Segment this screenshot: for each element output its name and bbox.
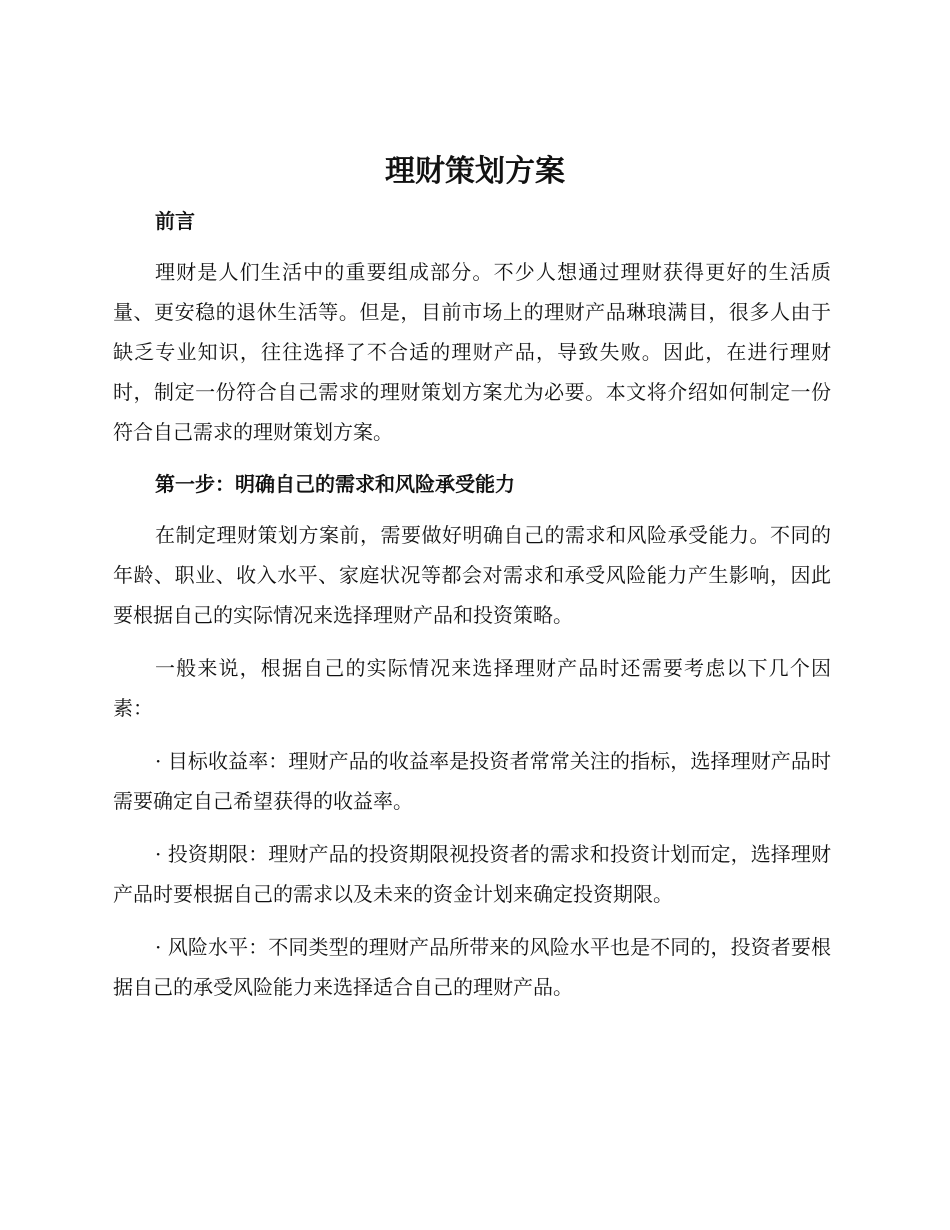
document-title: 理财策划方案: [385, 154, 565, 189]
document-body: [113, 202, 831, 1007]
paragraph-factors-intro: 一般来说，根据自己的实际情况来选择理财产品时还需要考虑以下几个因素：: [113, 656, 831, 720]
spacer: [113, 821, 831, 834]
spacer: [113, 635, 831, 648]
spacer: [113, 240, 831, 252]
spacer: [113, 503, 831, 515]
spacer: [113, 452, 831, 465]
bullet-investment-term: · 投资期限：理财产品的投资期限视投资者的需求和投资计划而定，选择理财产品时要根据自己的需求以及未来的资金计划来确定投资期限。: [113, 842, 831, 906]
section-heading-step-one: 第一步：明确自己的需求和风险承受能力: [155, 472, 515, 496]
spacer: [113, 728, 831, 741]
paragraph-needs: 在制定理财策划方案前，需要做好明确自己的需求和风险承受能力。不同的年龄、职业、收入水平、家庭状况等都会对需求和承受风险能力产生影响，因此要根据自己的实际情况来选择理财产品和投资策略。: [113, 523, 831, 627]
spacer: [113, 914, 831, 927]
paragraph-preface: 理财是人们生活中的重要组成部分。不少人想通过理财获得更好的生活质量、更安稳的退休生活等。但是，目前市场上的理财产品琳琅满目，很多人由于缺乏专业知识，往往选择了不合适的理财产品，导致失败。因此，在进行理财时，制定一份符合自己需求的理财策划方案尤为必要。本文将介绍如何制定一份符合自己需求的理财策划方案。: [113, 260, 831, 444]
bullet-risk-level: · 风险水平：不同类型的理财产品所带来的风险水平也是不同的，投资者要根据自己的承受风险能力来选择适合自己的理财产品。: [113, 935, 831, 999]
section-heading-preface: 前言: [155, 209, 195, 233]
bullet-target-return: · 目标收益率：理财产品的收益率是投资者常常关注的指标，选择理财产品时需要确定自己希望获得的收益率。: [113, 749, 831, 813]
